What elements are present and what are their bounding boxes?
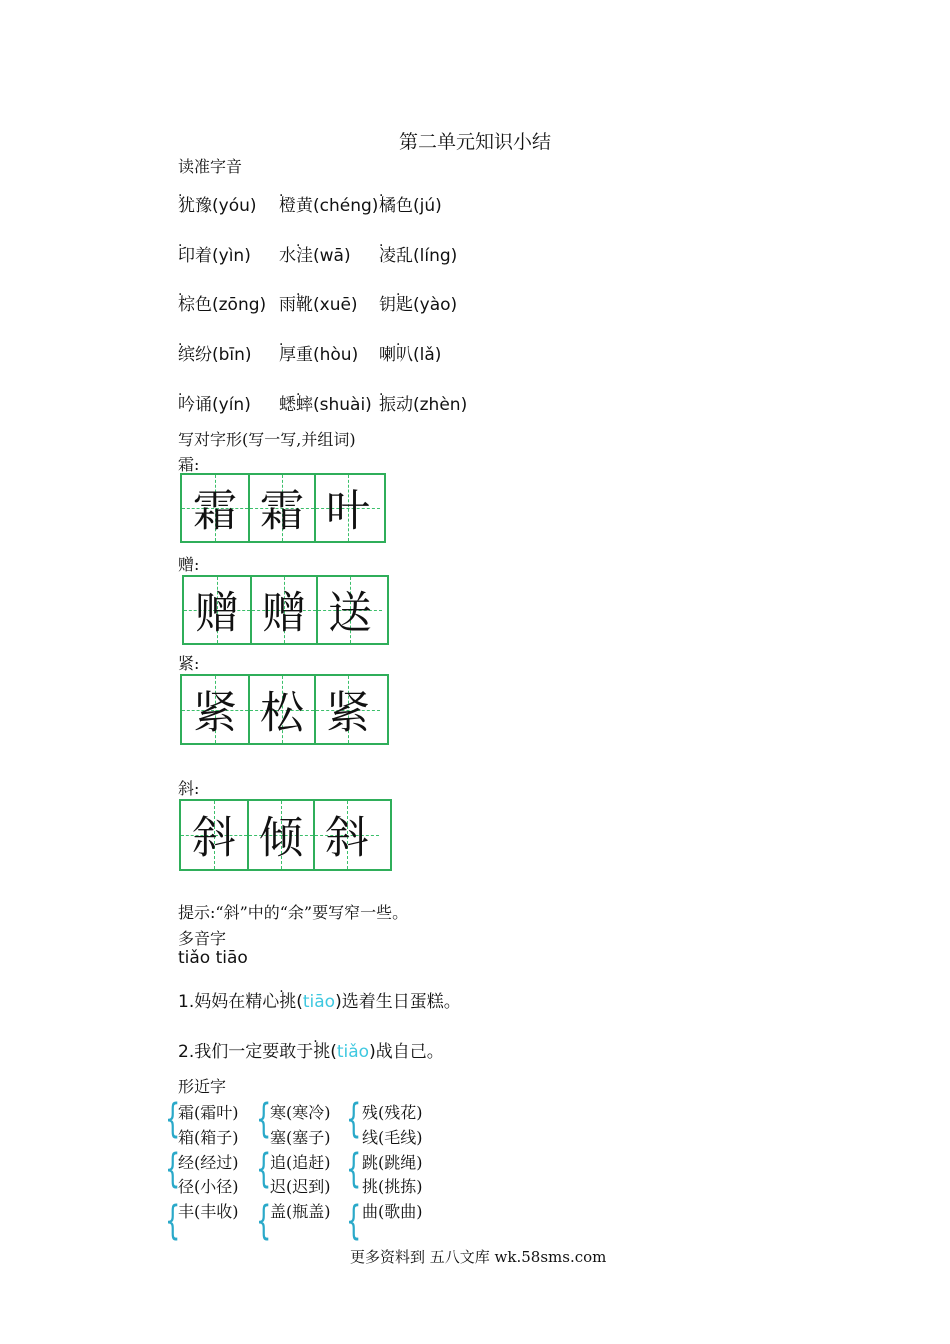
grid-char: 斜 [192,812,236,864]
grid-cell [314,475,380,541]
similar-item: 经(经过) [178,1153,239,1172]
pronunciation-item [178,333,252,365]
grid-cell [248,475,314,541]
page-title: 第二单元知识小结 [398,131,551,153]
sentence-text: )战自己。 [369,1042,444,1062]
similar-item: 曲(歌曲) [362,1202,423,1221]
similar-item: 跳(跳绳) [362,1153,423,1172]
paren-open: ( [330,1042,337,1062]
dotted-char: . 厚 [279,333,296,365]
dotted-char: . 犹 [178,184,195,216]
similar-item: 径(小径) [178,1177,239,1196]
pinyin: (shuài) [313,395,372,415]
answer-pinyin: tiāo [302,992,336,1012]
pinyin: (líng) [413,246,458,266]
dotted-char-text: 印 [178,246,195,266]
dotted-char-text: 棕 [178,295,195,315]
grid-cell [248,676,314,743]
group-label-jin: 紧: [178,654,200,673]
pinyin: (zhèn) [413,395,468,415]
dotted-char: . 挑 [279,980,297,1012]
dotted-char: . 吟 [178,383,195,415]
similar-item: 霜(霜叶) [178,1103,239,1122]
brace-icon: { [165,1146,181,1192]
similar-item: 挑(挑拣) [362,1177,423,1196]
dotted-char: . 橘 [379,184,396,216]
pinyin: (bīn) [212,345,252,365]
dotted-char: . 印 [178,234,195,266]
similar-item: 迟(迟到) [270,1177,331,1196]
pinyin: (yín) [212,395,251,415]
pronunciation-item [279,184,379,216]
word-suffix: 诵 [195,395,212,415]
pronunciation-item [379,234,458,266]
polyphone-readings: tiǎo tiāo [178,948,248,968]
word-suffix: 色 [396,196,413,216]
grid-char: 赠 [262,587,306,639]
similar-heading: 形近字 [178,1077,227,1096]
grid-cell [313,801,379,869]
grid-char: 送 [328,587,372,639]
grid-char: 倾 [259,812,303,864]
char-grid-shuang [180,473,386,543]
sentence-text: 2.我们一定要敢于 [178,1042,314,1062]
word-prefix: 水 [279,246,296,266]
word-suffix: 豫 [195,196,212,216]
pronunciation-item [178,234,251,266]
pronunciation-item [279,234,351,266]
dotted-char-text: 橘 [379,196,396,216]
dotted-char-text: 凌 [379,246,396,266]
sentence-text: )选着生日蛋糕。 [335,992,461,1012]
grid-char: 霜 [260,485,304,537]
grid-cell [182,676,248,743]
pinyin: (zōng) [212,295,267,315]
group-label-shuang: 霜: [178,455,200,474]
similar-item: 丰(丰收) [178,1202,239,1221]
word-suffix: 黄 [296,196,313,216]
similar-item: 箱(箱子) [178,1128,239,1147]
word-suffix: 乱 [396,246,413,266]
word-suffix: 重 [296,345,313,365]
paren-open: ( [296,992,303,1012]
dotted-char-text: 厚 [279,345,296,365]
word-prefix: 蟋 [279,395,296,415]
similar-item: 寒(寒冷) [270,1103,331,1122]
grid-char: 赠 [195,587,239,639]
group-label-zeng: 赠: [178,555,200,574]
grid-cell [184,577,250,643]
brace-icon: { [165,1198,181,1244]
brace-icon: { [256,1146,272,1192]
grid-cell [316,577,382,643]
grid-cell [247,801,313,869]
similar-item: 塞(塞子) [270,1128,331,1147]
pronunciation-item [178,383,251,415]
pinyin: (chéng) [313,196,379,216]
grid-cell [181,801,247,869]
grid-char: 霜 [193,485,237,537]
polyphone-sentence-1 [178,980,461,1012]
dotted-char: . 缤 [178,333,195,365]
grid-char: 紧 [326,687,370,739]
word-prefix: 雨 [279,295,296,315]
brace-icon: { [346,1096,362,1142]
brace-icon: { [165,1096,181,1142]
brace-icon: { [256,1198,272,1244]
grid-cell [182,475,248,541]
word-prefix: 喇 [379,345,396,365]
word-suffix: 纷 [195,345,212,365]
similar-item: 残(残花) [362,1103,423,1122]
dotted-char-text: 吟 [178,395,195,415]
pinyin: (hòu) [313,345,359,365]
dotted-char: . 洼 [296,234,313,266]
polyphone-heading: 多音字 [178,929,227,948]
pinyin: (yìn) [212,246,251,266]
grid-char: 斜 [325,812,369,864]
brace-icon: { [346,1146,362,1192]
similar-item: 追(追赶) [270,1153,331,1172]
dotted-char: . 靴 [296,283,313,315]
dotted-char: . 蟀 [296,383,313,415]
dotted-char-text: 挑 [313,1042,331,1062]
pronunciation-item [279,333,359,365]
char-grid-xie [179,799,392,871]
dotted-char-text: 叭 [396,345,413,365]
dotted-char: . 叭 [396,333,413,365]
word-prefix: 钥 [379,295,396,315]
footer-link[interactable]: 更多资料到 五八文库 wk.58sms.com [350,1248,607,1266]
pinyin: (xuē) [313,295,358,315]
dotted-char: . 挑 [313,1030,331,1062]
pronunciation-item [379,184,442,216]
group-label-xie: 斜: [178,779,200,798]
dotted-char: . 橙 [279,184,296,216]
brace-icon: { [346,1198,362,1244]
char-grid-zeng [182,575,389,645]
grid-cell [250,577,316,643]
word-suffix: 着 [195,246,212,266]
grid-cell [314,676,380,743]
answer-pinyin: tiǎo [336,1042,370,1062]
dotted-char: . 振 [379,383,396,415]
dotted-char-text: 匙 [396,295,413,315]
pinyin: (yào) [413,295,458,315]
pinyin: (lǎ) [413,345,442,365]
write-tip: 提示:“斜”中的“余”要写窄一些。 [178,903,409,922]
char-grid-jin [180,674,389,745]
grid-char: 叶 [326,485,370,537]
write-section-heading: 写对字形(写一写,并组词) [178,430,356,449]
dotted-char: . 棕 [178,283,195,315]
dotted-char: . 凌 [379,234,396,266]
similar-item: 线(毛线) [362,1128,423,1147]
dotted-char-text: 振 [379,395,396,415]
pronunciation-item [279,283,358,315]
dotted-char-text: 橙 [279,196,296,216]
brace-icon: { [256,1096,272,1142]
sentence-text: 1.妈妈在精心 [178,992,280,1012]
word-suffix: 动 [396,395,413,415]
pinyin: (yóu) [212,196,257,216]
pronunciation-item [178,184,257,216]
dotted-char-text: 靴 [296,295,313,315]
read-section-heading: 读准字音 [178,157,243,176]
dotted-char: . 匙 [396,283,413,315]
dotted-char-text: 蟀 [296,395,313,415]
pronunciation-item [379,333,442,365]
pronunciation-item [379,383,468,415]
dotted-char-text: 缤 [178,345,195,365]
dotted-char-text: 洼 [296,246,313,266]
dotted-char-text: 挑 [279,992,297,1012]
pronunciation-item [379,283,458,315]
dotted-char-text: 犹 [178,196,195,216]
word-suffix: 色 [195,295,212,315]
pronunciation-item [279,383,372,415]
pronunciation-item [178,283,267,315]
pinyin: (wā) [313,246,351,266]
polyphone-sentence-2 [178,1030,444,1062]
grid-char: 松 [260,687,304,739]
similar-item: 盖(瓶盖) [270,1202,331,1221]
pinyin: (jú) [413,196,442,216]
grid-char: 紧 [193,687,237,739]
